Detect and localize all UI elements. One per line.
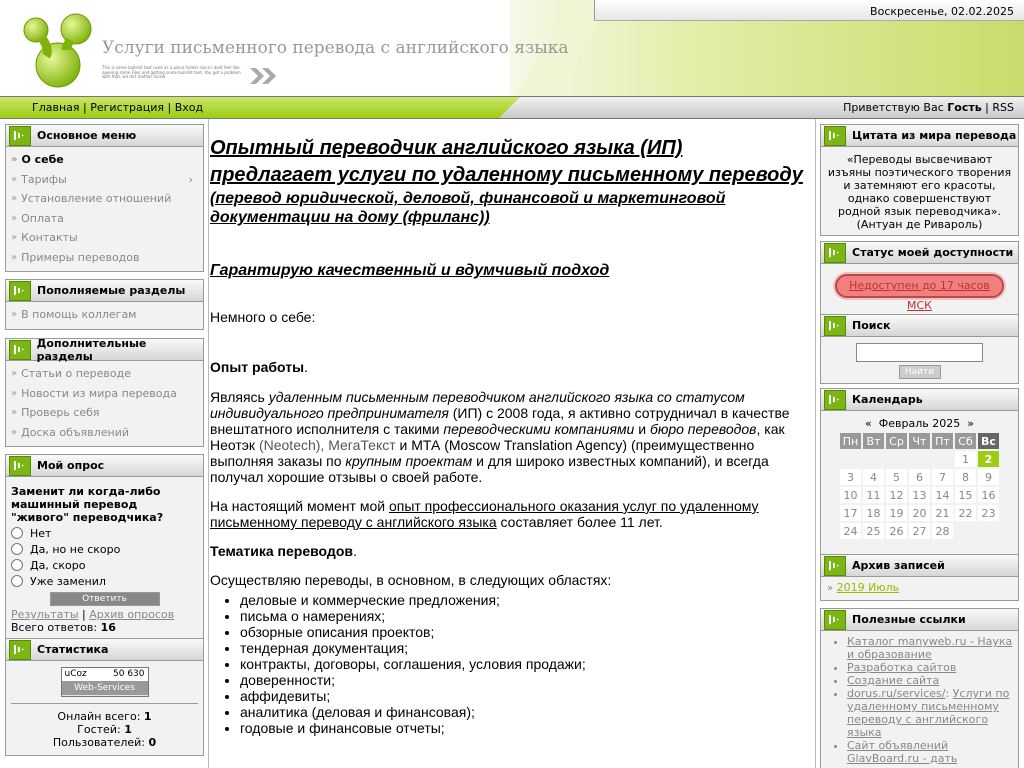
poll-results-link[interactable]: Результаты <box>11 608 79 621</box>
archive-header <box>821 555 1018 577</box>
poll-option[interactable]: Да, но не скоро <box>11 542 198 558</box>
stats-title: Статистика <box>37 643 109 656</box>
services-link[interactable]: опыт профессионального оказания услуг по удаленному письменному переводу с английского языка <box>210 498 759 530</box>
online-count: 1 <box>143 710 152 723</box>
list-item <box>847 674 1014 687</box>
poll-total: 16 <box>100 621 116 634</box>
calendar-day[interactable]: 2 <box>978 451 999 467</box>
calendar-day[interactable]: 22 <box>955 505 976 521</box>
double-arrow-icon: » <box>11 368 18 380</box>
list-item: • аналитика (деловая и финансовая); <box>240 704 810 720</box>
calendar-month: Февраль 2025 <box>878 417 961 430</box>
calendar-day[interactable]: 13 <box>909 487 930 503</box>
top-nav-links <box>32 101 203 114</box>
nav-login-link[interactable]: Вход <box>174 101 204 114</box>
extra-sections-box <box>5 338 204 447</box>
calendar-weekday: Пн <box>840 433 861 449</box>
double-arrow-icon: » <box>11 173 18 185</box>
links-header <box>821 609 1018 631</box>
useful-link[interactable]: Сайт объявлений GlavBoard.ru - дать <box>847 739 958 765</box>
double-arrow-icon: » <box>827 583 834 594</box>
about-heading: Немного о себе: <box>210 309 316 325</box>
links-title: Полезные ссылки <box>852 613 966 626</box>
nav-home-link[interactable]: Главная <box>32 101 80 114</box>
nav-separator: | <box>985 101 989 114</box>
guarantee-heading: Гарантирую качественный и вдумчивый подход <box>210 262 610 279</box>
calendar-day[interactable]: 26 <box>886 523 907 539</box>
quote-box <box>820 124 1019 236</box>
online-label: Онлайн всего: <box>57 710 141 723</box>
updated-sections-header <box>6 280 203 302</box>
site-header <box>0 0 1024 96</box>
site-logo <box>20 12 98 90</box>
search-header <box>821 315 1018 337</box>
links-box <box>820 608 1019 768</box>
search-button[interactable]: Найти <box>899 365 941 379</box>
chevrons-icon <box>248 67 280 85</box>
user-greeting <box>843 101 1014 114</box>
list-item: • письма о намерениях; <box>240 608 810 624</box>
calendar-day[interactable]: 17 <box>840 505 861 521</box>
menu-item-test[interactable]: » Проверь себя <box>11 406 100 420</box>
block-arrow-icon <box>824 610 846 630</box>
quote-text: «Переводы высвечивают изъяны поэтического творения и затемняют его красоты, однако совершенствуют родной язык переводчика». <box>827 153 1012 218</box>
poll-total-label: Всего ответов: <box>11 621 98 634</box>
updated-sections-title: Пополняемые разделы <box>37 284 186 297</box>
calendar-day[interactable]: 7 <box>932 469 953 485</box>
list-item <box>847 739 1014 765</box>
calendar-day[interactable]: 27 <box>909 523 930 539</box>
calendar-header <box>821 389 1018 411</box>
double-arrow-icon: » <box>11 232 18 244</box>
menu-item-samples[interactable]: » Примеры переводов <box>11 250 140 264</box>
menu-item-news[interactable]: » Новости из мира перевода <box>11 386 177 400</box>
status-header <box>821 242 1018 264</box>
double-arrow-icon: » <box>11 193 18 205</box>
block-arrow-icon <box>9 640 31 660</box>
poll-option[interactable]: Уже заменил <box>11 574 198 590</box>
calendar-day[interactable]: 10 <box>840 487 861 503</box>
search-box <box>820 314 1019 384</box>
nav-separator: | <box>83 101 87 114</box>
double-arrow-icon: » <box>11 154 18 166</box>
block-arrow-icon <box>9 340 31 360</box>
list-item: • dorus.ru/services/: Услуги по удаленному письменному переводу с английского языка <box>847 687 1014 739</box>
block-arrow-icon <box>824 556 846 576</box>
extra-sections-header <box>6 336 203 363</box>
calendar-day[interactable]: 25 <box>863 523 884 539</box>
poll-header <box>6 455 203 477</box>
double-arrow-icon: » <box>11 407 18 419</box>
calendar-next[interactable]: » <box>967 417 974 430</box>
useful-link-extra[interactable]: Услуги по удаленному письменному переводу с английского языка <box>847 687 1010 739</box>
calendar-weekday: Пт <box>932 433 953 449</box>
quote-title: Цитата из мира перевода <box>852 129 1017 142</box>
current-date: Воскресенье, 02.02.2025 <box>870 5 1014 18</box>
site-title: Услуги письменного перевода с английского языка <box>102 38 569 58</box>
calendar-day[interactable]: 3 <box>840 469 861 485</box>
calendar-weekday: Сб <box>955 433 976 449</box>
calendar-grid <box>838 431 1001 541</box>
header-placeholder-text: This is some bullshit text used as a place holder since I dont feel like opening some Files and getting some bullshit text. You get a problem with that, we dirt mother fucker <box>102 65 241 79</box>
useful-link[interactable]: Разработка сайтов <box>847 661 957 674</box>
poll-question: Заменит ли когда-либо машинный перевод "живого" переводчика? <box>11 485 164 524</box>
poll-radio[interactable] <box>11 527 23 539</box>
block-arrow-icon <box>9 281 31 301</box>
guests-label: Гостей: <box>77 723 121 736</box>
extra-sections-title: Дополнительные разделы <box>36 336 147 363</box>
calendar-day[interactable]: 28 <box>932 523 953 539</box>
experience-years-paragraph: На настоящий момент мой опыт профессионального оказания услуг по удаленному письменному переводу с английского языка составляет более 11 лет. <box>210 498 759 530</box>
ucoz-counter[interactable]: uCoz 50 630 Web-Services <box>61 667 149 697</box>
main-content: Опытный переводчик английского языка (ИП) предлагает услуги по удаленному письменному переводу (перевод юридической, деловой, финансовой и маркетинговой документации на дому (фриланс)) Гарантирую качественный и вдумчивый подход Немного о себе: Опыт работы. Являясь удаленным письменным переводчиком английского языка со статусом индивидуального предпринимателя (ИП) с 2008 года, я активно сотрудничал в качестве внештатного исполнителя с такими переводческими компаниями и бюро переводов, как Неотэк (Neotech), МегаТекст и МТА (Moscow Translation Agency) (преимущественно выполняя заказы по крупным проектам и для широко известных компаний), и всегда получал хорошие отзывы о своей работе. На настоящий момент мой опыт профессионального оказания услуг по удаленному письменному переводу с английского языка составляет более 11 лет. Тематика переводов. Осуществляю переводы, в основном, в следующих областях: • деловые и коммерческие предложения; • письма о намерениях; • обзорные описания проектов; • тендерная документация; • контракты, договоры, соглашения, условия продажи; • доверенности; • аффидевиты; • аналитика (деловая и финансовая); • годовые и финансовые отчеты; <box>210 125 810 736</box>
stats-header <box>6 639 203 661</box>
calendar-day[interactable]: 23 <box>978 505 999 521</box>
status-title: Статус моей доступности <box>852 246 1014 259</box>
double-arrow-icon: » <box>11 251 18 263</box>
useful-link[interactable]: dorus.ru/services/ <box>847 687 946 700</box>
menu-item-colleagues[interactable]: » В помощь коллегам <box>11 308 137 322</box>
submenu-arrow-icon: › <box>188 172 193 186</box>
block-arrow-icon <box>824 126 846 146</box>
archive-link[interactable]: 2019 Июль <box>836 581 900 594</box>
users-label: Пользователей: <box>52 736 145 749</box>
list-item: • контракты, договоры, соглашения, условия продажи; <box>240 656 810 672</box>
poll-option[interactable]: Нет <box>11 526 198 542</box>
calendar-box <box>820 388 1019 557</box>
list-item: • годовые и финансовые отчеты; <box>240 720 810 736</box>
calendar-day[interactable]: 6 <box>909 469 930 485</box>
double-arrow-icon: » <box>11 212 18 224</box>
archive-box <box>820 554 1019 601</box>
calendar-weekday: Вт <box>863 433 884 449</box>
calendar-weekday: Ср <box>886 433 907 449</box>
menu-item-board[interactable]: » Доска объявлений <box>11 425 130 439</box>
topics-intro: Осуществляю переводы, в основном, в следующих областях: <box>210 572 612 588</box>
list-item: • деловые и коммерческие предложения; <box>240 592 810 608</box>
calendar-day[interactable]: 9 <box>978 469 999 485</box>
column-divider <box>815 119 816 768</box>
calendar-day[interactable]: 21 <box>932 505 953 521</box>
main-menu-box <box>5 124 204 272</box>
list-item: • тендерная документация; <box>240 640 810 656</box>
poll-title: Мой опрос <box>37 459 105 472</box>
experience-paragraph: Являясь удаленным письменным переводчиком английского языка со статусом индивидуального предпринимателя (ИП) с 2008 года, я активно сотрудничал в качестве внештатного исполнителя с такими переводческими компаниями и бюро переводов, как Неотэк (Neotech), МегаТекст и МТА (Moscow Translation Agency) (преимущественно выполняя заказы по крупным проектам и для широко известных компаний), и всегда получал хорошие отзывы о своей работе. <box>210 389 790 485</box>
guest-name: Гость <box>947 101 982 114</box>
list-item: • обзорные описания проектов; <box>240 624 810 640</box>
calendar-day[interactable]: 15 <box>955 487 976 503</box>
calendar-prev[interactable]: « <box>865 417 872 430</box>
calendar-day[interactable]: 14 <box>932 487 953 503</box>
menu-item-articles[interactable]: » Статьи о переводе <box>11 367 132 381</box>
experience-title: Опыт работы <box>210 359 305 375</box>
archive-title: Архив записей <box>852 559 945 572</box>
guests-count: 1 <box>124 723 132 736</box>
calendar-day[interactable]: 4 <box>863 469 884 485</box>
calendar-day <box>932 451 953 467</box>
useful-link[interactable]: Создание сайта <box>847 674 940 687</box>
nav-register-link[interactable]: Регистрация <box>90 101 164 114</box>
rss-link[interactable]: RSS <box>992 101 1014 114</box>
page-heading: Опытный переводчик английского языка (ИП) предлагает услуги по удаленному письменному переводу <box>210 137 803 186</box>
greeting-text: Приветствую Вас <box>843 101 944 114</box>
calendar-day[interactable]: 19 <box>886 505 907 521</box>
nav-separator: | <box>167 101 172 114</box>
useful-links-list <box>847 635 1014 765</box>
poll-radio[interactable] <box>11 543 23 555</box>
useful-link[interactable]: Каталог manyweb.ru - Наука и образование <box>847 635 1013 661</box>
calendar-day <box>863 451 884 467</box>
calendar-day <box>978 523 999 539</box>
double-arrow-icon: » <box>11 426 18 438</box>
calendar-day[interactable]: 24 <box>840 523 861 539</box>
calendar-day[interactable]: 8 <box>955 469 976 485</box>
list-item <box>847 635 1014 661</box>
topics-title: Тематика переводов <box>210 543 353 559</box>
menu-item-payment[interactable]: » Оплата <box>11 211 64 225</box>
main-menu-header <box>6 125 203 147</box>
list-item: • аффидевиты; <box>240 688 810 704</box>
list-item: • доверенности; <box>240 672 810 688</box>
calendar-day[interactable]: 1 <box>955 451 976 467</box>
poll-archive-link[interactable]: Архив опросов <box>89 608 175 621</box>
quote-author: (Антуан де Ривароль) <box>856 218 983 231</box>
block-arrow-icon <box>824 390 846 410</box>
users-count: 0 <box>148 736 157 749</box>
menu-item-contacts[interactable]: » Контакты <box>11 231 78 245</box>
calendar-day[interactable]: 16 <box>978 487 999 503</box>
menu-item-rates[interactable]: » Тарифы › <box>11 172 193 186</box>
vote-button[interactable]: Ответить <box>50 592 160 606</box>
poll-box <box>5 454 204 639</box>
double-arrow-icon: » <box>11 309 18 321</box>
calendar-day <box>886 451 907 467</box>
calendar-day <box>909 451 930 467</box>
block-arrow-icon <box>824 243 846 263</box>
calendar-weekday: Чт <box>909 433 930 449</box>
double-arrow-icon: » <box>11 387 18 399</box>
main-menu-title: Основное меню <box>37 129 137 142</box>
calendar-weekday: Вс <box>978 433 999 449</box>
calendar-day[interactable]: 20 <box>909 505 930 521</box>
calendar-day <box>840 451 861 467</box>
calendar-title: Календарь <box>852 393 923 406</box>
stats-box <box>5 638 204 756</box>
search-title: Поиск <box>852 319 891 332</box>
calendar-day[interactable]: 11 <box>863 487 884 503</box>
block-arrow-icon <box>9 126 31 146</box>
calendar-day[interactable]: 5 <box>886 469 907 485</box>
search-input[interactable] <box>856 343 983 362</box>
column-divider <box>208 119 209 768</box>
block-arrow-icon <box>9 456 31 476</box>
calendar-day[interactable]: 18 <box>863 505 884 521</box>
status-box <box>820 241 1019 315</box>
topics-list <box>240 592 810 736</box>
quote-header <box>821 125 1018 147</box>
block-arrow-icon <box>824 316 846 336</box>
menu-item-about[interactable]: » О себе <box>11 153 64 167</box>
calendar-day[interactable]: 12 <box>886 487 907 503</box>
poll-option[interactable]: Да, скоро <box>11 558 198 574</box>
list-item <box>847 661 1014 674</box>
calendar-day <box>955 523 976 539</box>
availability-badge: Недоступен до 17 часов МСК <box>835 274 1004 298</box>
poll-radio[interactable] <box>11 559 23 571</box>
page-subheading: (перевод юридической, деловой, финансовой и маркетинговой документации на дому (фриланс)) <box>210 190 726 226</box>
separator: | <box>82 608 86 621</box>
poll-radio[interactable] <box>11 575 23 587</box>
menu-item-relations[interactable]: » Установление отношений <box>11 192 172 206</box>
updated-sections-box <box>5 279 204 330</box>
